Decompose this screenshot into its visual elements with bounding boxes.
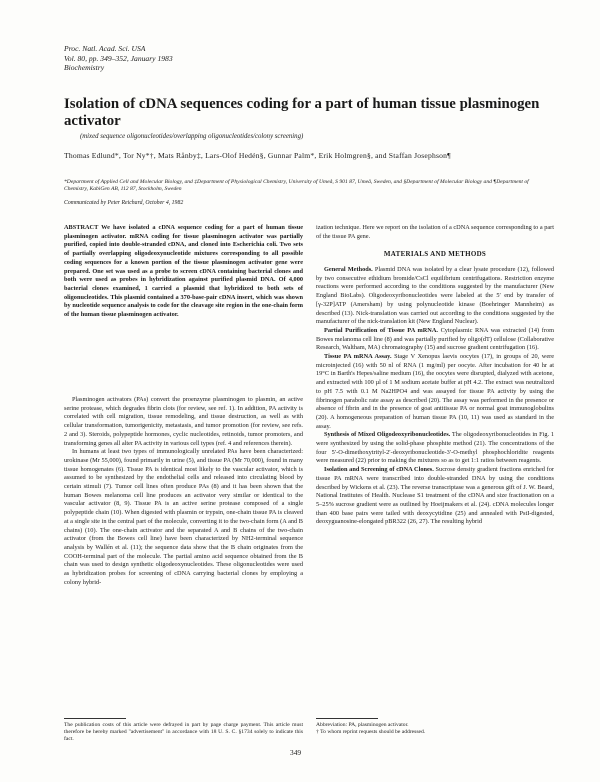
page-number: 349: [290, 748, 302, 757]
methods-synthesis: [316, 431, 554, 466]
footnote-divider-left: [64, 718, 126, 719]
intro-paragraph-2: In humans at least two types of immunologically unrelated PAs have been characterized: urokinase (Mr 55,000), found primarily in urine (5), and tissue PA (Mr 70,000), found in many tissue homogenates (6). Tissue PA is identical most likely to the vascular activator, which is assumed to be synthesized by the endothelial cells and released into circulating blood by certain stimuli (7). Tumor cell lines often produce PAs (8) and it has been shown that the human Bowes melanoma cell line produces an activator very similar or identical to the vascular activator (8, 9). Tissue PA is an active serine protease composed of a single polypeptide chain (10). When digested with plasmin or trypsin, one-chain tissue PA is cleaved at a single site in the central part of the molecule, converting it to the two-chain form (A and B chains) (10). The one-chain activator and the separated A and B chains of the two-chain activator (from the Bowes cell line) have been characterized by NH2-terminal sequence analysis by Wallén et al. (11); the sequence data show that the B chain originates from the COOH-terminal part of the molecule. The partial amino acid sequence obtained from the B chain was used to design synthetic oligodeoxynucleotides. These oligonucleotides were used as hybridization probes for screening of cDNA carrying bacterial clones by employing a colony hybrid-: [64, 448, 303, 586]
methods-assay: [316, 353, 554, 431]
methods-body: [316, 266, 554, 527]
article-title: Isolation of cDNA sequences coding for a part of human tissue plasminogen activator: [64, 96, 540, 129]
author-list: Thomas Edlund*, Tor Ny*†, Mats Rånby‡, Lars-Olof Hedén§, Gunnar Palm*, Erik Holmgren§, and Staffan Josephson¶: [64, 151, 451, 160]
subhead-general-methods: General Methods.: [324, 266, 373, 273]
introduction: [64, 396, 303, 587]
text-synthesis: The oligodeoxyribonucleotides in Fig. 1 were synthesized by using the solid-phase phosphite method (21). The concentrations of the four 5′-O-dimethoxytrityl-2′-deoxyribonucleotide-3′-O-methyl phosphochloridite reagents were measured (22) prior to making the mixtures so as to get 1:1 ratios between reagents.: [316, 431, 555, 465]
abstract: ABSTRACT We have isolated a cDNA sequence coding for a part of human tissue plasminogen activator. mRNA coding for tissue plasminogen activator was partially purified, copied into double-stranded cDNA, and cloned into Escherichia coli. Two sets of partially overlapping oligodeoxynucleotide mixtures corresponding to all possible coding sequences for a known portion of the tissue plasminogen activator gene were prepared. One set was used as a probe to screen cDNA containing bacterial clones and both were used as probes in hybridization against purified plasmid DNA. Of 4,000 bacterial clones examined, 1 carried a plasmid that hybridized to both sets of oligonucleotides. This plasmid contained a 370-base-pair cDNA insert, which was shown by nucleotide sequence analysis to code for the cleavage site region in the one-chain form of the human tissue plasminogen activator.: [64, 224, 303, 319]
journal-section: Biochemistry: [64, 63, 105, 73]
footnote-divider-right: [316, 718, 378, 719]
text-general-methods: Plasmid DNA was isolated by a clear lysate procedure (12), followed by two consecutive ethidium bromide/CsCl equilibrium centrifugations. Restriction enzyme reactions were performed according to the conditions suggested by the manufacturer (New England BioLabs). Oligodeoxyribonucleotides were labeled at the 5′ end by transfer of [γ-32P]ATP (Amersham) by using polynucleotide kinase (Boehringer Mannheim) as described (13). Nick-translation was carried out according to the conditions suggested by the manufacturer of the nick-translation kit (New England Nuclear).: [316, 266, 554, 326]
affiliations: *Department of Applied Cell and Molecular Biology, and ‡Department of Physiological Chemistry, University of Umeå, S 901 87, Umeå, Sweden, and §Department of Molecular Biology and ¶Department of Chemistry, KabiGen AB, 112 87, Stockholm, Sweden: [64, 179, 529, 193]
journal-header: [64, 44, 173, 73]
intro-continuation: ization technique. Here we report on the isolation of a cDNA sequence corresponding to a part of the tissue PA gene.: [316, 224, 554, 240]
text-purification: Cytoplasmic RNA was extracted (14) from Bowes melanoma cell line (8) and was partially purified by oligo(dT) cellulose (Collaborative Research, Waltham, MA) chromatography (15) and sucrose gradient centrifugation (16).: [316, 326, 554, 352]
text-assay: Stage V Xenopus laevis oocytes (17), in groups of 20, were microinjected (16) with 50 nl of RNA (1 mg/ml) per oocyte. After incubation for 40 hr at 19°C in Barth's Hepes/saline medium (16), the oocytes were disrupted, dialyzed with acetone, and extracted with 100 µl of 1 M sodium acetate buffer at pH 4.2. The extract was neutralized to pH 7.5 with 0.1 M Na2HPO4 and was assayed for tissue PA activity by using the fibrinogen parabolic rate assay as described (20). The assay was performed in the presence or absence of fibrin and in the presence of goat antitissue PA or normal goat immunoglobulins (20). A homogeneous preparation of human tissue PA (10, 11) was used as standard in the assay.: [316, 353, 555, 430]
subhead-assay: Tissue PA mRNA Assay.: [324, 353, 392, 361]
subhead-purification: Partial Purification of Tissue PA mRNA.: [324, 326, 438, 334]
journal-name: Proc. Natl. Acad. Sci. USA: [64, 44, 146, 53]
text-isolation: Sucrose density gradient fractions enriched for tissue PA mRNA were transcribed into double-stranded DNA by using the conditions described by Wickens et al. (23). The reverse transcriptase was a generous gift of J. W. Beard, National Institutes of Health. Nuclease S1 treatment of the cDNA and size fractionation on a 5–25% sucrose gradient were as outlined by Hoeijmakers et al. (24). cDNA molecules longer than 400 base pairs were tailed with deoxycytidine (25) and annealed with PstI-digested, deoxyguanosine-elongated pBR322 (26, 27). The resulting hybrid: [316, 466, 554, 526]
methods-isolation: [316, 466, 554, 527]
intro-paragraph-1: Plasminogen activators (PAs) convert the proenzyme plasminogen to plasmin, an active serine protease, which degrades fibrin clots (for review, see ref. 1). In addition, PA activity is correlated with cell migration, tissue remodeling, and tissue destruction, as well as with cellular transformation, tumorigenicity, metastasis, and tumor promotion (for review, see refs. 2 and 3). Steroids, polypeptide hormones, cyclic nucleotides, retinoids, tumor promoters, and transforming genes all alter PA activity in various cell types (ref. 4 and references therein).: [64, 396, 303, 447]
keywords: (mixed sequence oligonucleotides/overlapping oligonucleotides/colony screening): [80, 133, 304, 140]
footnote-publication-costs: The publication costs of this article were defrayed in part by page charge payment. This article must therefore be hereby marked "advertisement" in accordance with 18 U. S. C. §1734 solely to indicate this fact.: [64, 722, 303, 743]
subhead-isolation: Isolation and Screening of cDNA Clones.: [324, 466, 434, 474]
journal-volume: Vol. 80, pp. 349–352, January 1983: [64, 53, 173, 63]
communicated-by: Communicated by Peter Reichard, October 4, 1982: [64, 200, 184, 206]
footnote-abbreviation: Abbreviation: PA, plasminogen activator.: [316, 722, 409, 728]
footnote-correspondence: † To whom reprint requests should be addressed.: [316, 729, 426, 736]
methods-purification: [316, 327, 554, 353]
methods-general: [316, 266, 554, 327]
subhead-synthesis: Synthesis of Mixed Oligodeoxyribonucleotides.: [324, 431, 451, 439]
footnotes-right: [316, 722, 554, 737]
section-heading-methods: MATERIALS AND METHODS: [383, 250, 487, 258]
